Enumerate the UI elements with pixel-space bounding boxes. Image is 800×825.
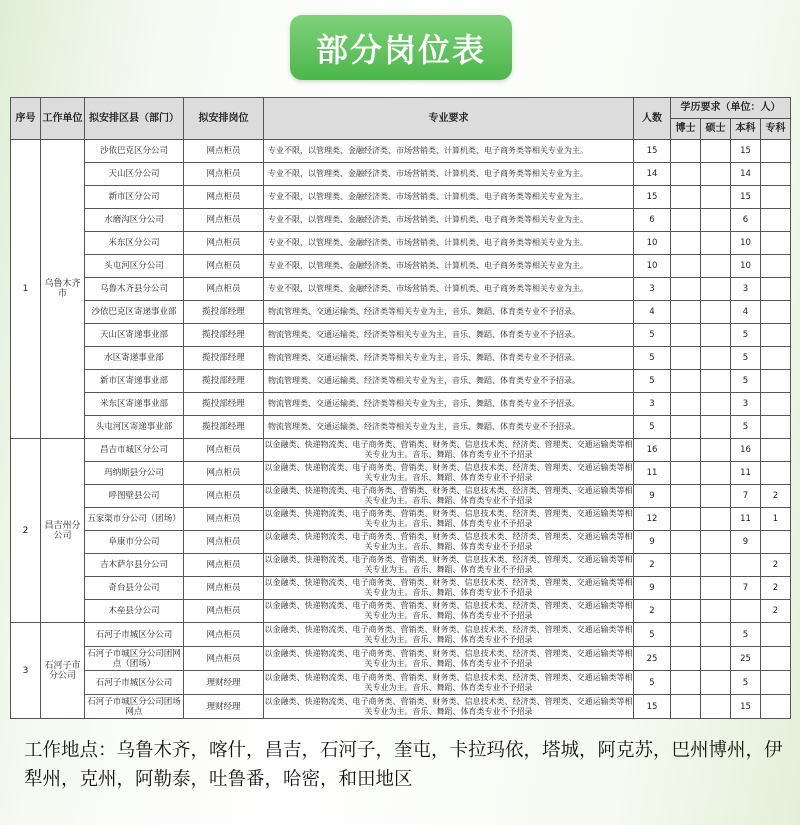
cell-bachelor: 3 <box>731 278 761 301</box>
cell-master <box>701 324 731 347</box>
cell-post: 网点柜员 <box>184 209 264 232</box>
cell-post: 网点柜员 <box>184 647 264 671</box>
cell-dept: 天山区分公司 <box>85 163 184 186</box>
cell-college: 2 <box>761 600 791 623</box>
cell-phd <box>671 531 701 554</box>
cell-bachelor <box>731 554 761 577</box>
cell-dept: 沙依巴克区寄递事业部 <box>85 301 184 324</box>
cell-major: 以金融类、快递物流类、电子商务类、营销类、财务类、信息技术类、经济类、管理类、交通运输类等相关专业为主。音乐、舞蹈、体育类专业不予招录 <box>264 695 634 719</box>
cell-major: 专业不限，以管理类、金融经济类、市场营销类、计算机类、电子商务类等相关专业为主。 <box>264 209 634 232</box>
cell-master <box>701 671 731 695</box>
table-row <box>11 671 791 695</box>
cell-master <box>701 416 731 439</box>
cell-college <box>761 232 791 255</box>
table-row <box>11 416 791 439</box>
cell-count: 5 <box>634 416 671 439</box>
table-row <box>11 186 791 209</box>
cell-major: 以金融类、快递物流类、电子商务类、营销类、财务类、信息技术类、经济类、管理类、交通运输类等相关专业为主。音乐、舞蹈、体育类专业不予招录 <box>264 439 634 462</box>
cell-master <box>701 600 731 623</box>
cell-major: 专业不限，以管理类、金融经济类、市场营销类、计算机类、电子商务类等相关专业为主。 <box>264 278 634 301</box>
cell-major: 物流管理类、交通运输类、经济类等相关专业为主，音乐、舞蹈、体育类专业不予招录。 <box>264 393 634 416</box>
cell-major: 以金融类、快递物流类、电子商务类、营销类、财务类、信息技术类、经济类、管理类、交通运输类等相关专业为主。音乐、舞蹈、体育类专业不予招录 <box>264 554 634 577</box>
cell-dept: 呼图壁县公司 <box>85 485 184 508</box>
cell-master <box>701 485 731 508</box>
cell-major: 以金融类、快递物流类、电子商务类、营销类、财务类、信息技术类、经济类、管理类、交通运输类等相关专业为主。音乐、舞蹈、体育类专业不予招录 <box>264 531 634 554</box>
cell-bachelor: 10 <box>731 255 761 278</box>
cell-bachelor: 5 <box>731 324 761 347</box>
group-no: 3 <box>11 623 41 719</box>
cell-bachelor: 6 <box>731 209 761 232</box>
cell-phd <box>671 600 701 623</box>
cell-master <box>701 232 731 255</box>
cell-bachelor: 5 <box>731 671 761 695</box>
cell-post: 揽投部经理 <box>184 370 264 393</box>
table-row <box>11 347 791 370</box>
table-row <box>11 531 791 554</box>
cell-master <box>701 301 731 324</box>
cell-dept: 水区寄递事业部 <box>85 347 184 370</box>
header-master: 硕士 <box>701 119 731 140</box>
cell-college <box>761 462 791 485</box>
cell-major: 物流管理类、交通运输类、经济类等相关专业为主，音乐、舞蹈、体育类专业不予招录。 <box>264 416 634 439</box>
cell-master <box>701 462 731 485</box>
table-row <box>11 508 791 531</box>
cell-count: 10 <box>634 255 671 278</box>
cell-post: 揽投部经理 <box>184 347 264 370</box>
table-row <box>11 232 791 255</box>
cell-dept: 米东区分公司 <box>85 232 184 255</box>
cell-phd <box>671 623 701 647</box>
cell-college <box>761 324 791 347</box>
cell-master <box>701 370 731 393</box>
cell-major: 以金融类、快递物流类、电子商务类、营销类、财务类、信息技术类、经济类、管理类、交通运输类等相关专业为主。音乐、舞蹈、体育类专业不予招录 <box>264 600 634 623</box>
cell-post: 网点柜员 <box>184 232 264 255</box>
cell-major: 专业不限，以管理类、金融经济类、市场营销类、计算机类、电子商务类等相关专业为主。 <box>264 163 634 186</box>
cell-bachelor <box>731 600 761 623</box>
cell-count: 4 <box>634 301 671 324</box>
cell-bachelor: 9 <box>731 531 761 554</box>
cell-dept: 沙依巴克区分公司 <box>85 140 184 163</box>
cell-count: 10 <box>634 232 671 255</box>
cell-dept: 石河子市城区分公司团场网点 <box>85 695 184 719</box>
cell-master <box>701 163 731 186</box>
header-count: 人数 <box>634 98 671 140</box>
header-college: 专科 <box>761 119 791 140</box>
cell-dept: 头屯河区寄递事业部 <box>85 416 184 439</box>
cell-count: 14 <box>634 163 671 186</box>
cell-bachelor: 3 <box>731 393 761 416</box>
cell-post: 揽投部经理 <box>184 393 264 416</box>
cell-count: 5 <box>634 347 671 370</box>
cell-major: 以金融类、快递物流类、电子商务类、营销类、财务类、信息技术类、经济类、管理类、交通运输类等相关专业为主。音乐、舞蹈、体育类专业不予招录 <box>264 671 634 695</box>
cell-master <box>701 647 731 671</box>
cell-bachelor: 5 <box>731 347 761 370</box>
cell-major: 专业不限，以管理类、金融经济类、市场营销类、计算机类、电子商务类等相关专业为主。 <box>264 186 634 209</box>
cell-dept: 吉木萨尔县分公司 <box>85 554 184 577</box>
cell-college <box>761 186 791 209</box>
cell-college: 2 <box>761 577 791 600</box>
cell-post: 网点柜员 <box>184 163 264 186</box>
cell-college: 2 <box>761 485 791 508</box>
cell-dept: 石河子市城区分公司团网点（团场） <box>85 647 184 671</box>
cell-master <box>701 695 731 719</box>
cell-bachelor: 15 <box>731 695 761 719</box>
cell-dept: 玛纳斯县分公司 <box>85 462 184 485</box>
cell-count: 12 <box>634 508 671 531</box>
cell-college <box>761 393 791 416</box>
cell-college <box>761 695 791 719</box>
cell-post: 网点柜员 <box>184 554 264 577</box>
positions-table <box>10 97 791 719</box>
group-no: 2 <box>11 439 41 623</box>
cell-post: 网点柜员 <box>184 462 264 485</box>
cell-master <box>701 531 731 554</box>
table-row <box>11 324 791 347</box>
cell-college <box>761 140 791 163</box>
cell-dept: 五家渠市分公司（团场） <box>85 508 184 531</box>
cell-bachelor: 7 <box>731 577 761 600</box>
cell-major: 以金融类、快递物流类、电子商务类、营销类、财务类、信息技术类、经济类、管理类、交通运输类等相关专业为主。音乐、舞蹈、体育类专业不予招录 <box>264 647 634 671</box>
table-row <box>11 278 791 301</box>
cell-post: 理财经理 <box>184 695 264 719</box>
cell-post: 揽投部经理 <box>184 324 264 347</box>
cell-count: 9 <box>634 485 671 508</box>
cell-major: 以金融类、快递物流类、电子商务类、营销类、财务类、信息技术类、经济类、管理类、交通运输类等相关专业为主。音乐、舞蹈、体育类专业不予招录 <box>264 623 634 647</box>
cell-post: 网点柜员 <box>184 439 264 462</box>
cell-bachelor: 5 <box>731 623 761 647</box>
cell-phd <box>671 324 701 347</box>
header-major: 专业要求 <box>264 98 634 140</box>
cell-master <box>701 278 731 301</box>
cell-phd <box>671 301 701 324</box>
cell-bachelor: 11 <box>731 462 761 485</box>
cell-post: 网点柜员 <box>184 140 264 163</box>
cell-major: 专业不限，以管理类、金融经济类、市场营销类、计算机类、电子商务类等相关专业为主。 <box>264 232 634 255</box>
cell-count: 15 <box>634 140 671 163</box>
cell-post: 网点柜员 <box>184 186 264 209</box>
cell-count: 9 <box>634 577 671 600</box>
cell-major: 以金融类、快递物流类、电子商务类、营销类、财务类、信息技术类、经济类、管理类、交通运输类等相关专业为主。音乐、舞蹈、体育类专业不予招录 <box>264 462 634 485</box>
cell-bachelor: 5 <box>731 416 761 439</box>
cell-bachelor: 10 <box>731 232 761 255</box>
cell-college <box>761 209 791 232</box>
cell-phd <box>671 671 701 695</box>
cell-bachelor: 11 <box>731 508 761 531</box>
cell-bachelor: 14 <box>731 163 761 186</box>
cell-phd <box>671 140 701 163</box>
cell-phd <box>671 209 701 232</box>
group-unit: 石河子市分公司 <box>41 623 85 719</box>
cell-count: 6 <box>634 209 671 232</box>
cell-bachelor: 16 <box>731 439 761 462</box>
cell-count: 15 <box>634 695 671 719</box>
group-unit: 昌吉州分公司 <box>41 439 85 623</box>
cell-phd <box>671 695 701 719</box>
cell-phd <box>671 393 701 416</box>
cell-college <box>761 671 791 695</box>
cell-count: 3 <box>634 278 671 301</box>
table-row <box>11 393 791 416</box>
header-post: 拟安排岗位 <box>184 98 264 140</box>
cell-phd <box>671 163 701 186</box>
cell-major: 以金融类、快递物流类、电子商务类、营销类、财务类、信息技术类、经济类、管理类、交通运输类等相关专业为主。音乐、舞蹈、体育类专业不予招录 <box>264 485 634 508</box>
cell-master <box>701 140 731 163</box>
table-row <box>11 647 791 671</box>
cell-count: 5 <box>634 623 671 647</box>
cell-dept: 天山区寄递事业部 <box>85 324 184 347</box>
cell-dept: 米东区寄递事业部 <box>85 393 184 416</box>
cell-master <box>701 577 731 600</box>
header-dept: 拟安排区县（部门） <box>85 98 184 140</box>
cell-count: 5 <box>634 370 671 393</box>
cell-bachelor: 15 <box>731 186 761 209</box>
cell-phd <box>671 278 701 301</box>
cell-college <box>761 416 791 439</box>
cell-major: 物流管理类、交通运输类、经济类等相关专业为主，音乐、舞蹈、体育类专业不予招录。 <box>264 301 634 324</box>
cell-phd <box>671 554 701 577</box>
table-row <box>11 209 791 232</box>
table-row <box>11 600 791 623</box>
cell-dept: 石河子市城区分公司 <box>85 623 184 647</box>
table-row <box>11 140 791 163</box>
header-bachelor: 本科 <box>731 119 761 140</box>
cell-post: 网点柜员 <box>184 255 264 278</box>
cell-major: 以金融类、快递物流类、电子商务类、营销类、财务类、信息技术类、经济类、管理类、交通运输类等相关专业为主。音乐、舞蹈、体育类专业不予招录 <box>264 508 634 531</box>
cell-dept: 乌鲁木齐县分公司 <box>85 278 184 301</box>
cell-post: 揽投部经理 <box>184 416 264 439</box>
cell-college <box>761 301 791 324</box>
cell-bachelor: 7 <box>731 485 761 508</box>
cell-phd <box>671 370 701 393</box>
header-unit: 工作单位 <box>41 98 85 140</box>
cell-bachelor: 25 <box>731 647 761 671</box>
cell-major: 以金融类、快递物流类、电子商务类、营销类、财务类、信息技术类、经济类、管理类、交通运输类等相关专业为主。音乐、舞蹈、体育类专业不予招录 <box>264 577 634 600</box>
cell-post: 网点柜员 <box>184 278 264 301</box>
cell-master <box>701 347 731 370</box>
table-row <box>11 577 791 600</box>
cell-count: 2 <box>634 554 671 577</box>
cell-dept: 阜康市分公司 <box>85 531 184 554</box>
page-title: 部分岗位表 <box>290 15 512 80</box>
cell-count: 15 <box>634 186 671 209</box>
cell-bachelor: 5 <box>731 370 761 393</box>
cell-phd <box>671 439 701 462</box>
cell-phd <box>671 647 701 671</box>
header-edu: 学历要求（单位：人） <box>671 98 791 119</box>
cell-post: 网点柜员 <box>184 508 264 531</box>
cell-master <box>701 554 731 577</box>
cell-master <box>701 508 731 531</box>
cell-dept: 奇台县分公司 <box>85 577 184 600</box>
cell-count: 5 <box>634 324 671 347</box>
cell-post: 网点柜员 <box>184 600 264 623</box>
cell-master <box>701 186 731 209</box>
cell-phd <box>671 508 701 531</box>
cell-phd <box>671 416 701 439</box>
cell-dept: 新市区寄递事业部 <box>85 370 184 393</box>
cell-major: 专业不限，以管理类、金融经济类、市场营销类、计算机类、电子商务类等相关专业为主。 <box>264 140 634 163</box>
cell-master <box>701 209 731 232</box>
cell-count: 5 <box>634 671 671 695</box>
table-row <box>11 163 791 186</box>
cell-post: 理财经理 <box>184 671 264 695</box>
cell-dept: 水磨沟区分公司 <box>85 209 184 232</box>
cell-bachelor: 4 <box>731 301 761 324</box>
cell-college <box>761 347 791 370</box>
cell-phd <box>671 577 701 600</box>
cell-count: 16 <box>634 439 671 462</box>
cell-post: 网点柜员 <box>184 623 264 647</box>
cell-major: 物流管理类、交通运输类、经济类等相关专业为主，音乐、舞蹈、体育类专业不予招录。 <box>264 324 634 347</box>
cell-post: 网点柜员 <box>184 485 264 508</box>
table-row <box>11 462 791 485</box>
cell-college: 1 <box>761 508 791 531</box>
cell-bachelor: 15 <box>731 140 761 163</box>
table-row <box>11 485 791 508</box>
cell-phd <box>671 485 701 508</box>
cell-master <box>701 255 731 278</box>
cell-master <box>701 393 731 416</box>
cell-phd <box>671 347 701 370</box>
header-no: 序号 <box>11 98 41 140</box>
cell-phd <box>671 232 701 255</box>
cell-phd <box>671 186 701 209</box>
cell-college <box>761 370 791 393</box>
cell-count: 11 <box>634 462 671 485</box>
cell-major: 物流管理类、交通运输类、经济类等相关专业为主，音乐、舞蹈、体育类专业不予招录。 <box>264 370 634 393</box>
cell-dept: 新市区分公司 <box>85 186 184 209</box>
work-locations: 工作地点：乌鲁木齐，喀什，昌吉，石河子，奎屯，卡拉玛依，塔城，阿克苏，巴州博州，伊犁州，克州，阿勒泰，吐鲁番，哈密，和田地区 <box>24 740 783 790</box>
cell-master <box>701 623 731 647</box>
cell-college <box>761 255 791 278</box>
cell-dept: 石河子市城区分公司 <box>85 671 184 695</box>
cell-post: 揽投部经理 <box>184 301 264 324</box>
header-phd: 博士 <box>671 119 701 140</box>
cell-post: 网点柜员 <box>184 531 264 554</box>
cell-master <box>701 439 731 462</box>
cell-phd <box>671 255 701 278</box>
cell-college: 2 <box>761 554 791 577</box>
cell-phd <box>671 462 701 485</box>
cell-college <box>761 163 791 186</box>
group-no: 1 <box>11 140 41 439</box>
table-row <box>11 623 791 647</box>
cell-count: 9 <box>634 531 671 554</box>
cell-post: 网点柜员 <box>184 577 264 600</box>
cell-dept: 昌吉市城区分公司 <box>85 439 184 462</box>
table-row <box>11 695 791 719</box>
cell-count: 25 <box>634 647 671 671</box>
cell-college <box>761 278 791 301</box>
cell-college <box>761 623 791 647</box>
cell-major: 物流管理类、交通运输类、经济类等相关专业为主，音乐、舞蹈、体育类专业不予招录。 <box>264 347 634 370</box>
cell-dept: 木垒县分公司 <box>85 600 184 623</box>
cell-count: 2 <box>634 600 671 623</box>
cell-college <box>761 531 791 554</box>
cell-count: 3 <box>634 393 671 416</box>
cell-major: 专业不限，以管理类、金融经济类、市场营销类、计算机类、电子商务类等相关专业为主。 <box>264 255 634 278</box>
cell-dept: 头屯河区分公司 <box>85 255 184 278</box>
group-unit: 乌鲁木齐市 <box>41 140 85 439</box>
table-row <box>11 301 791 324</box>
table-row <box>11 370 791 393</box>
table-row <box>11 554 791 577</box>
cell-college <box>761 439 791 462</box>
table-row <box>11 439 791 462</box>
cell-college <box>761 647 791 671</box>
table-row <box>11 255 791 278</box>
